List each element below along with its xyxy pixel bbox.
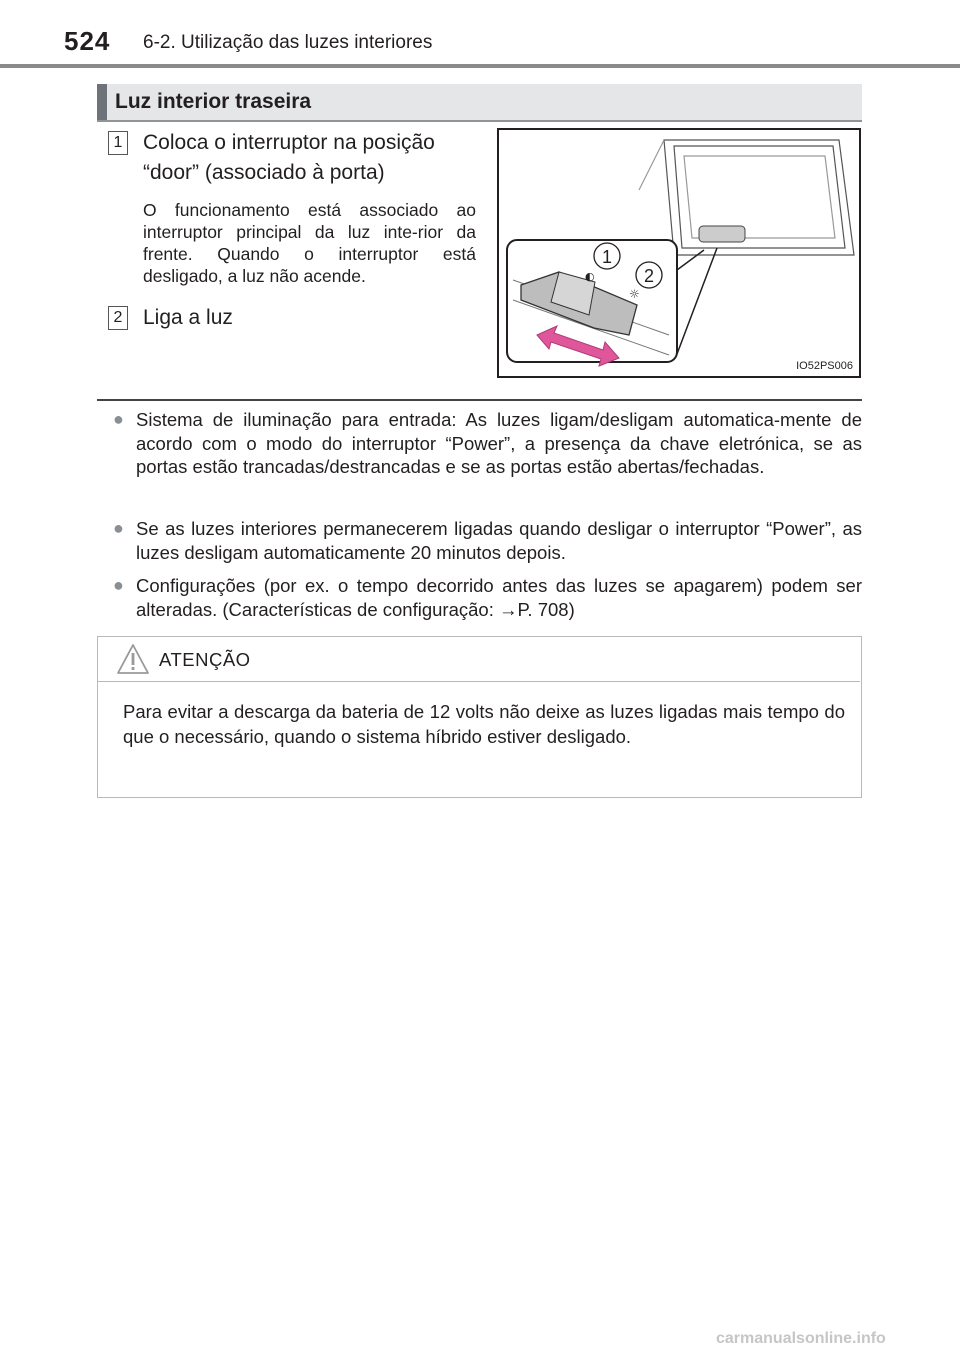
figure-code: IO52PS006 <box>796 360 853 372</box>
warning-triangle-icon <box>116 643 150 675</box>
bullet-text: Se as luzes interiores permanecerem ligadas quando desligar o interruptor “Power”, as luzes desligam automaticamente 20 minutos depois. <box>136 518 862 563</box>
lamp-switch-small <box>699 226 745 242</box>
svg-text:◐: ◐ <box>585 270 595 283</box>
item-1-title-line1: Coloca o interruptor na posição <box>143 131 435 154</box>
rear-light-illustration-svg <box>499 130 859 376</box>
svg-text:☼: ☼ <box>629 287 640 301</box>
warning-title: ATENÇÃO <box>159 649 251 670</box>
lamp-housing-drawing <box>639 140 854 255</box>
bullet-dot: ● <box>113 409 124 429</box>
bullet-text: Sistema de iluminação para entrada: As luzes ligam/desligam automatica-mente de acordo com o modo do interruptor “Power”, a presença da chave eletrónica, se as portas estão trancadas/destrancadas e se as portas estão abertas/fechadas. <box>136 409 862 477</box>
section-heading: Luz interior traseira <box>115 90 312 113</box>
bullet-item <box>113 574 862 621</box>
warning-body: Para evitar a descarga da bateria de 12 volts não deixe as luzes ligadas mais tempo do que o necessário, quando o sistema híbrido estiver desligado. <box>123 701 845 747</box>
bullet-dot: ● <box>113 518 124 538</box>
item-number-1: 1 <box>108 131 128 155</box>
section-divider <box>97 399 862 401</box>
header-divider <box>0 64 960 68</box>
bullet-item <box>113 408 862 479</box>
watermark: carmanualsonline.info <box>716 1330 886 1347</box>
bullet-dot: ● <box>113 575 124 595</box>
heading-accent <box>97 84 107 120</box>
item-1-title-line2: “door” (associado à porta) <box>143 161 385 184</box>
callout-2-label: 2 <box>643 266 655 286</box>
section-title: 6-2. Utilização das luzes interiores <box>143 32 433 53</box>
warning-header <box>98 637 860 682</box>
illustration-rear-interior-light <box>497 128 861 378</box>
page-number: 524 <box>64 26 111 56</box>
callout-1-label: 1 <box>601 247 613 267</box>
zoom-leader-lines <box>677 248 717 354</box>
bullet-item <box>113 517 862 564</box>
item-number-2: 2 <box>108 306 128 330</box>
bullet-text: Configurações (por ex. o tempo decorrido antes das luzes se apagarem) podem ser alteradas. (Características de configuração: →P. 708) <box>136 575 862 620</box>
item-2-title: Liga a luz <box>143 306 233 329</box>
section-heading-bar <box>97 84 862 122</box>
warning-box <box>97 636 862 798</box>
item-1-description: O funcionamento está associado ao interruptor principal da luz inte-rior da frente. Quando o interruptor está desligado, a luz não acende. <box>143 200 476 286</box>
